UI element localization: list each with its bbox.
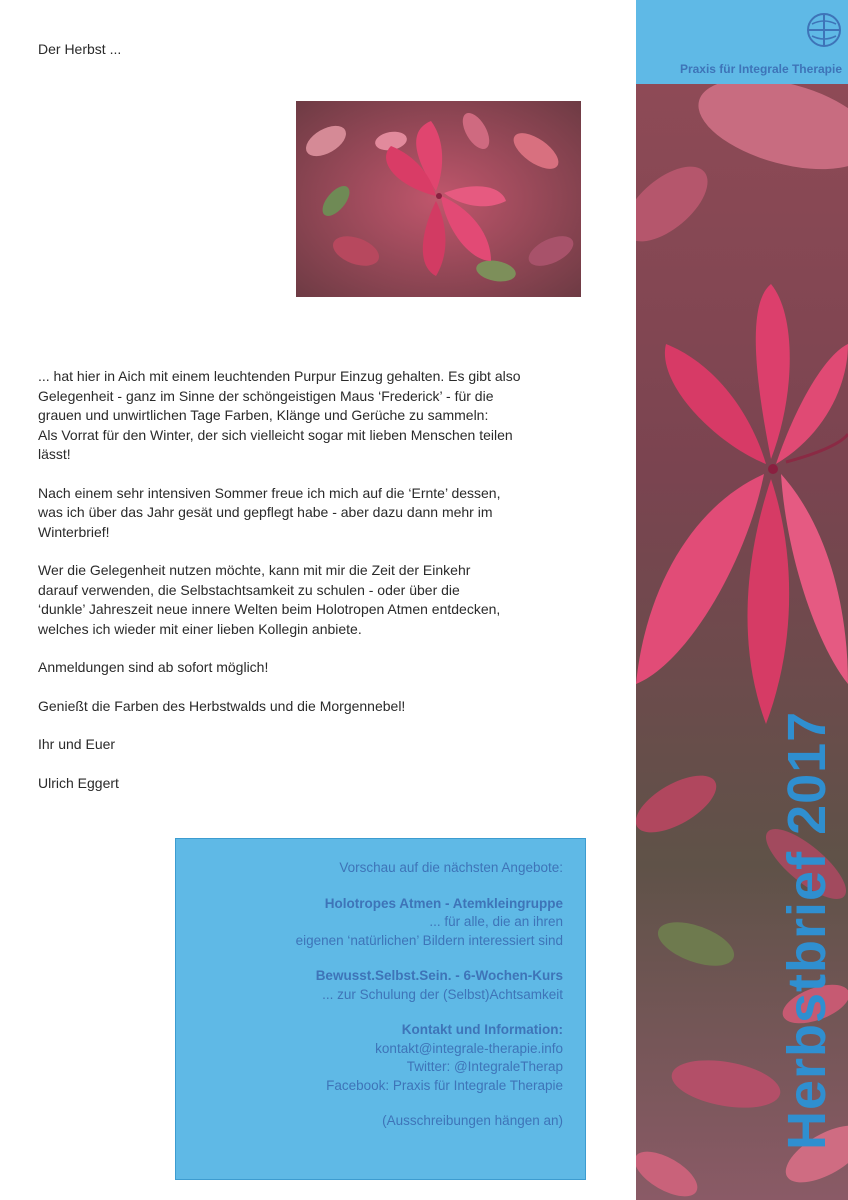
contact-title: Kontakt und Information: — [401, 1022, 563, 1037]
offer-1-title: Holotropes Atmen - Atemkleingruppe — [324, 895, 563, 911]
paragraph-2: Nach einem sehr intensiven Sommer freue ich mich auf die ‘Ernte’ dessen, was ich über das Jahr gesät und gepflegt habe - aber dazu dann mehr im Winterbrief! — [38, 484, 501, 540]
sidebar-header — [636, 0, 848, 84]
paragraph-1: ... hat hier in Aich mit einem leuchtenden Purpur Einzug gehalten. Es gibt also Gelegenheit - ganz im Sinne der schöngeistigen Maus ‘Frederick’ - für die grauen und unwirtlichen Tage Farben, Klänge und Gerüche zu sammeln: Als Vorrat für den Winter, der sich vielleicht sogar mit lieben Menschen teilen lässt! — [38, 368, 521, 462]
greeting: Der Herbst ... — [38, 41, 122, 57]
offer-1-line-1: ... für alle, die an ihren — [429, 914, 563, 929]
signature: Ulrich Eggert — [38, 774, 119, 791]
contact-facebook: Facebook: Praxis für Integrale Therapie — [326, 1077, 563, 1093]
contact-twitter: Twitter: @IntegraleTherap — [406, 1059, 563, 1074]
preview-box — [175, 838, 586, 1180]
closing: Ihr und Euer — [38, 736, 116, 752]
attachments-note: (Ausschreibungen hängen an) — [382, 1113, 563, 1128]
paragraph-3: Wer die Gelegenheit nutzen möchte, kann mit mir die Zeit der Einkehr darauf verwenden, die Selbstachtsamkeit zu schulen - oder über die ‘dunkle’ Jahreszeit neue innere Welten beim Holotropen Atmen entdecken, welches ich wieder mit einer lieben Kollegin anbiete. — [38, 562, 501, 637]
vertical-title: Herbstbrief 2017 — [777, 710, 837, 1150]
letter-body — [38, 367, 598, 812]
preview-heading: Vorschau auf die nächsten Angebote: — [339, 860, 563, 875]
contact-email: kontakt@integrale-therapie.info — [375, 1040, 563, 1056]
offer-2-line-1: ... zur Schulung der (Selbst)Achtsamkeit — [322, 986, 563, 1002]
offer-1-line-2: eigenen ‘natürlichen’ Bildern interessiert sind — [295, 932, 563, 948]
practice-name: Praxis für Integrale Therapie — [679, 62, 842, 76]
paragraph-5: Genießt die Farben des Herbstwalds und die Morgennebel! — [38, 697, 406, 714]
autumn-leaves-photo — [296, 101, 581, 297]
paragraph-4: Anmeldungen sind ab sofort möglich! — [38, 659, 269, 675]
offer-2-title: Bewusst.Selbst.Sein. - 6-Wochen-Kurs — [315, 968, 563, 983]
practice-logo-icon — [804, 10, 844, 50]
